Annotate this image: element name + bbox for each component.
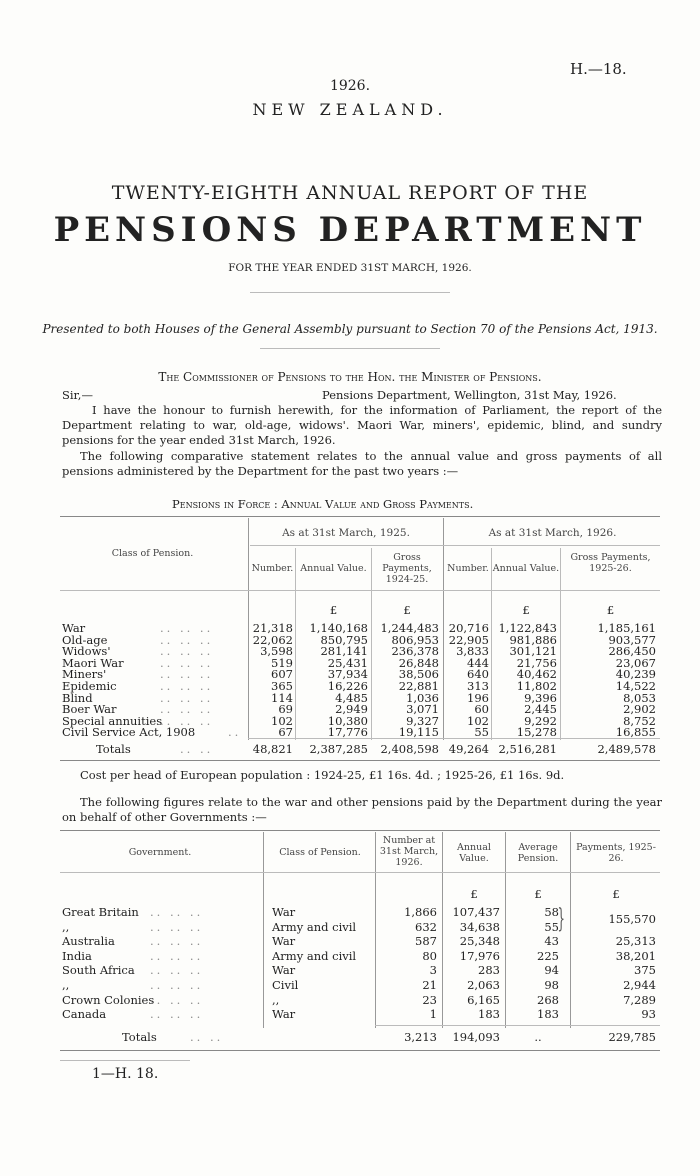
leader-dots: .. .. .. xyxy=(160,632,214,647)
leader-dots: .. .. .. xyxy=(160,644,214,659)
currency-mark: £ xyxy=(403,603,411,617)
table1-row-number-1925: 21,318 xyxy=(252,621,293,635)
table1-total-gross-1926: 2,489,578 xyxy=(597,742,656,756)
table1-row-annual-1925: 17,776 xyxy=(327,725,368,740)
table1-row-gross-1925: 22,881 xyxy=(398,679,439,693)
report-title-line1: TWENTY-EIGHTH ANNUAL REPORT OF THE xyxy=(111,182,589,204)
country-title: NEW ZEALAND. xyxy=(252,100,448,119)
bracket-brace: } xyxy=(557,904,565,934)
leader-dots: .. .. .. xyxy=(160,679,214,693)
table1-row-annual-1925: 281,141 xyxy=(320,644,368,659)
table2-header-rule xyxy=(60,872,660,873)
leader-dots: .. .. .. xyxy=(160,667,214,682)
table1-row-gross-1926: 40,239 xyxy=(615,667,656,682)
table2-row-number: 632 xyxy=(415,919,437,934)
table2-row-government: ,, xyxy=(62,978,70,992)
table2-bottom-rule xyxy=(60,1050,660,1051)
table1-row-class: Maori War xyxy=(62,655,124,670)
table2-total-average: .. xyxy=(534,1030,542,1044)
table2-row-government: South Africa xyxy=(62,963,135,978)
table1-row-number-1926: 20,716 xyxy=(448,621,489,635)
table1-row-class: War xyxy=(62,621,86,635)
table2-row-class: Army and civil xyxy=(272,919,357,934)
table1-row-gross-1925: 38,506 xyxy=(398,667,439,682)
table1-row-gross-1925: 3,071 xyxy=(406,702,439,717)
currency-mark: £ xyxy=(329,603,338,617)
table2-row-government: India xyxy=(62,948,92,963)
table1-row-gross-1926: 2,902 xyxy=(623,702,656,717)
table1-row-gross-1926: 903,577 xyxy=(608,632,656,647)
table1-row-annual-1926: 9,292 xyxy=(524,713,557,728)
currency-mark: £ xyxy=(606,603,615,617)
leader-dots: .. .. .. xyxy=(150,978,204,992)
salutation: Sir,— xyxy=(62,388,93,402)
table2-row-payments: 93 xyxy=(641,1007,656,1022)
document-reference: H.—18. xyxy=(570,60,627,78)
page-footer: 1—H. 18. xyxy=(92,1066,159,1082)
table2-row-government: ,, xyxy=(62,919,70,934)
table2-row-government: Canada xyxy=(62,1007,107,1022)
report-period: FOR THE YEAR ENDED 31ST MARCH, 1926. xyxy=(228,262,472,274)
report-year: 1926. xyxy=(329,78,371,94)
table1-row-annual-1926: 2,445 xyxy=(524,702,557,717)
table1-row-class: Old-age xyxy=(62,632,108,647)
table2-row-class: Civil xyxy=(272,978,299,992)
table2-row-government: Crown Colonies xyxy=(62,992,155,1007)
table2-row-payments: 25,313 xyxy=(615,934,656,949)
leader-dots: .. .. .. xyxy=(160,690,214,705)
table2-total-number: 3,213 xyxy=(404,1030,437,1044)
currency-mark: £ xyxy=(522,603,530,617)
table2-totals-rule xyxy=(375,1025,660,1026)
leader-dots: .. .. .. xyxy=(150,919,204,934)
leader-dots: .. .. .. xyxy=(150,905,204,919)
leader-dots: .. .. .. xyxy=(150,948,204,963)
table2-row-average: 183 xyxy=(537,1007,559,1022)
table1-row-number-1926: 102 xyxy=(467,713,489,728)
table2-row-annual: 6,165 xyxy=(467,992,500,1007)
table1-row-number-1926: 55 xyxy=(474,725,489,740)
report-title-line2: PENSIONS DEPARTMENT xyxy=(53,210,647,250)
table1-row-class: Civil Service Act, 1908 xyxy=(62,725,196,740)
table2-total-payments: 229,785 xyxy=(608,1030,656,1044)
table1-row-number-1925: 22,062 xyxy=(252,632,293,647)
table1-row-annual-1925: 2,949 xyxy=(335,702,368,717)
leader-dots: .. .. .. xyxy=(160,655,214,670)
table2-col-sep xyxy=(263,832,264,1028)
leader-dots: .. .. xyxy=(180,742,214,756)
table1-row-number-1925: 114 xyxy=(271,690,293,705)
table2-row-average: 94 xyxy=(544,963,559,978)
table2-row-payments: 38,201 xyxy=(615,948,656,963)
leader-dots: .. .. .. xyxy=(150,992,204,1007)
table2-header-average: Average Pension. xyxy=(517,842,559,864)
table1-row-gross-1925: 806,953 xyxy=(391,632,439,647)
table1-row-number-1926: 60 xyxy=(474,702,489,717)
table2-row-government: Great Britain xyxy=(62,905,139,919)
table1-header-annual: Annual Value. xyxy=(300,563,367,574)
table1-row-number-1925: 607 xyxy=(271,667,293,682)
table1-row-gross-1925: 26,848 xyxy=(398,655,439,670)
great-britain-combined-payment: 155,570 xyxy=(608,912,656,926)
table2-row-annual: 107,437 xyxy=(452,905,500,919)
table1-row-gross-1926: 286,450 xyxy=(608,644,656,659)
table2-row-average: 55 xyxy=(544,919,559,934)
table1-row-annual-1925: 1,140,168 xyxy=(309,621,368,635)
table1-caption: Pensions in Force : Annual Value and Gross Payments. xyxy=(172,497,474,511)
table1-row-number-1925: 69 xyxy=(278,702,293,717)
table1-row-gross-1925: 9,327 xyxy=(406,713,439,728)
table1-row-gross-1925: 236,378 xyxy=(391,644,439,659)
table1-col-sep xyxy=(443,518,444,740)
table1-row-annual-1925: 16,226 xyxy=(327,679,368,693)
table1-header-rule xyxy=(60,590,660,591)
table2-row-average: 268 xyxy=(537,992,559,1007)
table2-col-sep xyxy=(442,832,443,1028)
table2-col-sep xyxy=(505,832,506,1028)
table2-row-average: 98 xyxy=(544,978,559,992)
leader-dots: .. .. .. xyxy=(150,934,204,949)
table1-row-gross-1926: 1,185,161 xyxy=(597,621,656,635)
table1-group-rule xyxy=(250,545,660,546)
table1-row-annual-1926: 1,122,843 xyxy=(498,621,557,635)
table2-totals-label: Totals xyxy=(122,1030,157,1044)
table2-row-number: 1 xyxy=(429,1007,437,1022)
table1-row-class: Epidemic xyxy=(62,679,117,693)
table1-row-number-1925: 365 xyxy=(271,679,293,693)
table1-row-annual-1925: 4,485 xyxy=(335,690,368,705)
table1-total-number-1926: 49,264 xyxy=(448,742,489,756)
table1-header-1925: As at 31st March, 1925. xyxy=(282,527,410,539)
table1-row-annual-1925: 37,934 xyxy=(327,667,368,682)
table1-header-number: Number. xyxy=(447,563,489,574)
table2-row-annual: 183 xyxy=(478,1007,500,1022)
table2-row-class: War xyxy=(272,905,296,919)
table1-row-annual-1926: 21,756 xyxy=(516,655,557,670)
table1-header-class: Class of Pension. xyxy=(111,548,194,559)
table1-row-number-1926: 313 xyxy=(467,679,489,693)
currency-mark: £ xyxy=(470,887,478,901)
table1-header-1926: As at 31st March, 1926. xyxy=(488,527,617,539)
table1-row-number-1925: 519 xyxy=(271,655,293,670)
table2-row-average: 225 xyxy=(537,948,559,963)
table1-totals-rule xyxy=(248,738,660,739)
leader-dots: .. xyxy=(228,725,242,740)
table1-row-gross-1926: 8,053 xyxy=(623,690,656,705)
table2-row-average: 43 xyxy=(544,934,559,949)
table1-row-annual-1925: 10,380 xyxy=(327,713,368,728)
leader-dots: .. .. .. xyxy=(160,713,214,728)
table1-row-number-1926: 444 xyxy=(467,655,489,670)
table1-header-gross-1925: Gross Payments, 1924-25. xyxy=(382,552,432,585)
table1-row-gross-1925: 1,244,483 xyxy=(380,621,439,635)
footer-rule xyxy=(60,1060,190,1061)
currency-mark: £ xyxy=(534,887,542,901)
table1-row-annual-1926: 15,278 xyxy=(516,725,557,740)
table1-row-gross-1926: 8,752 xyxy=(623,713,656,728)
table2-row-class: ,, xyxy=(272,992,280,1007)
table1-row-number-1926: 22,905 xyxy=(448,632,489,647)
letter-address: Pensions Department, Wellington, 31st May, 1926. xyxy=(322,388,617,402)
table1-row-gross-1925: 19,115 xyxy=(398,725,439,740)
table1-total-annual-1925: 2,387,285 xyxy=(309,742,368,756)
paragraph-other-governments: The following figures relate to the war and other pensions paid by the Department during the year on behalf of other Governments :— xyxy=(62,795,662,824)
leader-dots: .. .. .. xyxy=(160,621,214,635)
table2-col-sep xyxy=(375,832,376,1028)
table1-header-gross-1926: Gross Payments, 1925-26. xyxy=(570,552,651,574)
table2-row-number: 3 xyxy=(429,963,437,978)
table2-header-annual: Annual Value. xyxy=(457,842,491,864)
table1-row-class: Boer War xyxy=(62,702,117,717)
table2-total-annual: 194,093 xyxy=(452,1030,500,1044)
table1-total-annual-1926: 2,516,281 xyxy=(498,742,557,756)
table2-row-class: War xyxy=(272,1007,296,1022)
table2-row-annual: 17,976 xyxy=(459,948,500,963)
table2-row-payments: 7,289 xyxy=(623,992,656,1007)
table2-row-annual: 34,638 xyxy=(459,919,500,934)
table1-row-gross-1926: 23,067 xyxy=(615,655,656,670)
currency-mark: £ xyxy=(612,887,620,901)
table1-row-annual-1926: 981,886 xyxy=(509,632,557,647)
divider xyxy=(260,348,440,349)
leader-dots: .. .. xyxy=(190,1030,224,1044)
leader-dots: .. .. .. xyxy=(150,963,204,978)
table2-row-annual: 2,063 xyxy=(467,978,500,992)
table1-top-rule xyxy=(60,516,660,517)
table1-row-class: Special annuities xyxy=(62,713,163,728)
table2-row-annual: 25,348 xyxy=(459,934,500,949)
table1-row-class: Miners' xyxy=(62,667,107,682)
table2-header-payments: Payments, 1925-26. xyxy=(576,842,656,864)
letter-paragraph-1: I have the honour to furnish herewith, for the information of Parliament, the report of the Department relating to war, old-age, widows'. Maori War, miners', epidemic, blind, and sundry pensions for the year ended 31st March, 1926. xyxy=(62,403,662,447)
table1-col-sep xyxy=(248,518,249,740)
table1-row-number-1926: 3,833 xyxy=(456,644,489,659)
table1-row-gross-1926: 16,855 xyxy=(615,725,656,740)
table1-row-number-1925: 67 xyxy=(278,725,293,740)
table1-row-gross-1925: 1,036 xyxy=(406,690,439,705)
table2-header-government: Government. xyxy=(128,847,192,858)
table2-row-government: Australia xyxy=(62,934,115,949)
table1-row-number-1925: 3,598 xyxy=(260,644,293,659)
table1-row-annual-1926: 301,121 xyxy=(509,644,557,659)
table1-row-annual-1925: 850,795 xyxy=(320,632,368,647)
table2-row-class: Army and civil xyxy=(272,948,357,963)
table2-row-annual: 283 xyxy=(478,963,500,978)
table1-row-annual-1926: 11,802 xyxy=(516,679,557,693)
table2-row-number: 23 xyxy=(422,992,437,1007)
table1-header-number: Number. xyxy=(251,563,294,574)
divider xyxy=(250,292,450,293)
table1-total-number-1925: 48,821 xyxy=(252,742,293,756)
letter-heading: The Commissioner of Pensions to the Hon. the Minister of Pensions. xyxy=(158,370,542,384)
table2-header-class: Class of Pension. xyxy=(279,847,361,858)
table1-totals-label: Totals xyxy=(96,742,131,756)
table1-row-annual-1926: 9,396 xyxy=(524,690,557,705)
table2-header-number: Number at 31st March, 1926. xyxy=(379,835,439,868)
table1-row-class: Widows' xyxy=(62,644,111,659)
table1-row-number-1926: 640 xyxy=(467,667,489,682)
presented-note: Presented to both Houses of the General Assembly pursuant to Section 70 of the Pensions Act, 1913. xyxy=(42,322,658,336)
table1-row-number-1926: 196 xyxy=(467,690,489,705)
table1-total-gross-1925: 2,408,598 xyxy=(380,742,439,756)
table1-row-annual-1925: 25,431 xyxy=(327,655,368,670)
table2-top-rule xyxy=(60,830,660,831)
table1-header-annual: Annual Value. xyxy=(492,563,560,574)
leader-dots: .. .. .. xyxy=(150,1007,204,1022)
table1-row-gross-1926: 14,522 xyxy=(615,679,656,693)
letter-paragraph-2: The following comparative statement relates to the annual value and gross payments of all pensions administered by the Department for the past two years :— xyxy=(62,449,662,478)
table2-row-payments: 2,944 xyxy=(623,978,656,992)
table1-row-number-1925: 102 xyxy=(271,713,293,728)
table2-row-class: War xyxy=(272,934,296,949)
table2-col-sep xyxy=(570,832,571,1028)
table2-row-class: War xyxy=(272,963,296,978)
table1-row-class: Blind xyxy=(62,690,93,705)
table2-row-average: 58 xyxy=(544,905,559,919)
table2-row-number: 1,866 xyxy=(404,905,437,919)
cost-per-head: Cost per head of European population : 1924-25, £1 16s. 4d. ; 1925-26, £1 16s. 9d. xyxy=(80,768,565,782)
table2-row-number: 587 xyxy=(415,934,437,949)
table2-row-number: 21 xyxy=(422,978,437,992)
table2-row-payments: 375 xyxy=(634,963,656,978)
table1-bottom-rule xyxy=(60,760,660,761)
leader-dots: .. .. .. xyxy=(160,702,214,717)
table2-row-number: 80 xyxy=(422,948,437,963)
table1-row-annual-1926: 40,462 xyxy=(516,667,557,682)
